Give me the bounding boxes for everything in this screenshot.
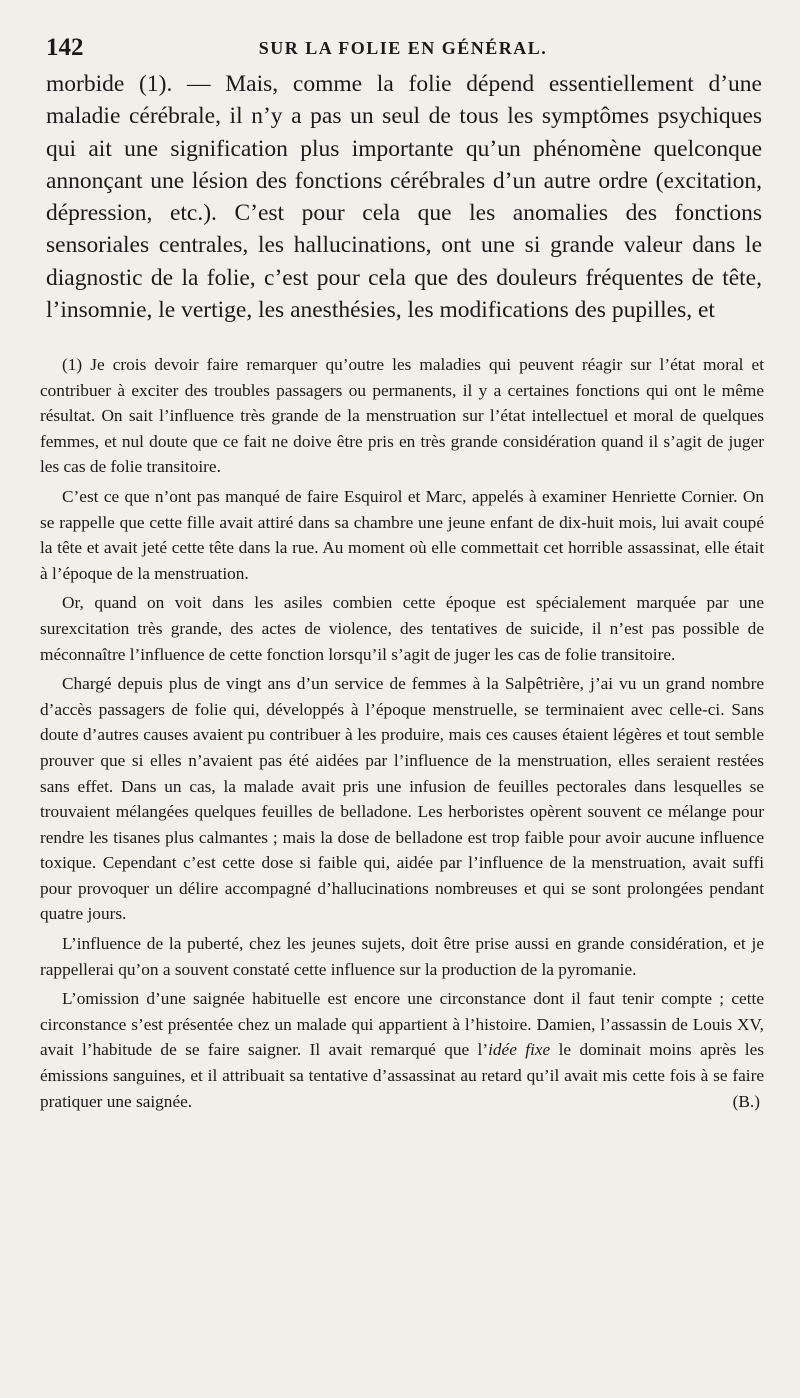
main-text bbox=[46, 68, 762, 326]
main-paragraph: morbide (1). — Mais, comme la folie dépend essentiellement d’une maladie cérébrale, il n’y a pas un seul de tous les symptômes psychiques qui ait une signification plus importante qu’un phénomène quelconque annonçant une lésion des fonctions cérébrales d’un autre ordre (excitation, dépression, etc.). C’est pour cela que les anomalies des fonctions sensoriales centrales, les hallucinations, ont une si grande valeur dans le diagnostic de la folie, c’est pour cela que des douleurs fréquentes de tête, l’insomnie, le vertige, les anesthésies, les modifications des pupilles, et bbox=[46, 71, 762, 324]
footnote-text-a: L’omission d’une saignée habituelle est encore une circonstance dont il faut tenir compte ; cette circonstance s’est présentée chez un malade qui appartient à l’histoire. Damien, l’assassin de Louis XV, avait l’habitude de se faire saigner. Il avait remarqué que l’ bbox=[40, 989, 764, 1060]
page-header bbox=[46, 34, 760, 68]
footnote bbox=[40, 352, 764, 1114]
author-signature: (B.) bbox=[732, 1091, 760, 1111]
running-title: SUR LA FOLIE EN GÉNÉRAL. bbox=[258, 38, 548, 58]
footnote-paragraph-5: L’influence de la puberté, chez les jeunes sujets, doit être prise aussi en grande considération, et je rappellerai qu’on a souvent constaté cette influence sur la production de la pyromanie. bbox=[40, 934, 764, 979]
footnote-paragraph-3: Or, quand on voit dans les asiles combien cette époque est spécialement marquée par une surexcitation très grande, des actes de violence, des tentatives de suicide, il n’est pas possible de méconnaître l’influence de cette fonction lorsqu’il s’agit de juger les cas de folie transitoire. bbox=[40, 593, 764, 664]
footnote-paragraph-4: Chargé depuis plus de vingt ans d’un service de femmes à la Salpêtrière, j’ai vu un grand nombre d’accès passagers de folie qui, développés à l’époque menstruelle, se terminaient avec celle-ci. Sans doute d’autres causes avaient pu contribuer à les produire, mais ces causes étaient légères et tout semble prouver que si elles n’avaient pas été aidées par l’influence de la menstruation, elles seraient restées sans effet. Dans un cas, la malade avait pris une infusion de feuilles pectorales dans lesquelles se trouvaient mélangées quelques feuilles de belladone. Les herboristes opèrent souvent ce mélange pour rendre les tisanes plus calmantes ; mais la dose de belladone est trop faible pour avoir aucune influence toxique. Cependant c’est cette dose si faible qui, aidée par l’influence de la menstruation, avait suffi pour provoquer un délire accompagné d’hallucinations nombreuses et qui se sont prolongées pendant quatre jours. bbox=[40, 674, 764, 924]
footnote-paragraph-2: C’est ce que n’ont pas manqué de faire Esquirol et Marc, appelés à examiner Henriette Cornier. On se rappelle que cette fille avait attiré dans sa chambre une jeune enfant de dix-huit mois, lui avait coupé la tête et avait jeté cette tête dans la rue. Au moment où elle commettait cet horrible assassinat, elle était à l’époque de la menstruation. bbox=[40, 486, 764, 583]
italic-term: idée fixe bbox=[488, 1040, 551, 1060]
footnote-text-b: le dominait moins après les émissions sanguines, et il attribuait sa tentative d’assassinat au retard qu’il avait mis cette fois à se faire pratiquer une saignée. bbox=[40, 1040, 764, 1111]
footnote-paragraph-6 bbox=[40, 986, 764, 1114]
page-number: 142 bbox=[46, 34, 84, 61]
footnote-paragraph-1: (1) Je crois devoir faire remarquer qu’outre les maladies qui peuvent réagir sur l’état moral et contribuer à exciter des troubles passagers ou permanents, il y a certaines fonctions qui ont le même résultat. On sait l’influence très grande de la menstruation sur l’état intellectuel et moral de quelques femmes, et nul doute que ce fait ne doive être pris en très grande considération quand il s’agit de juger les cas de folie transitoire. bbox=[40, 355, 764, 477]
